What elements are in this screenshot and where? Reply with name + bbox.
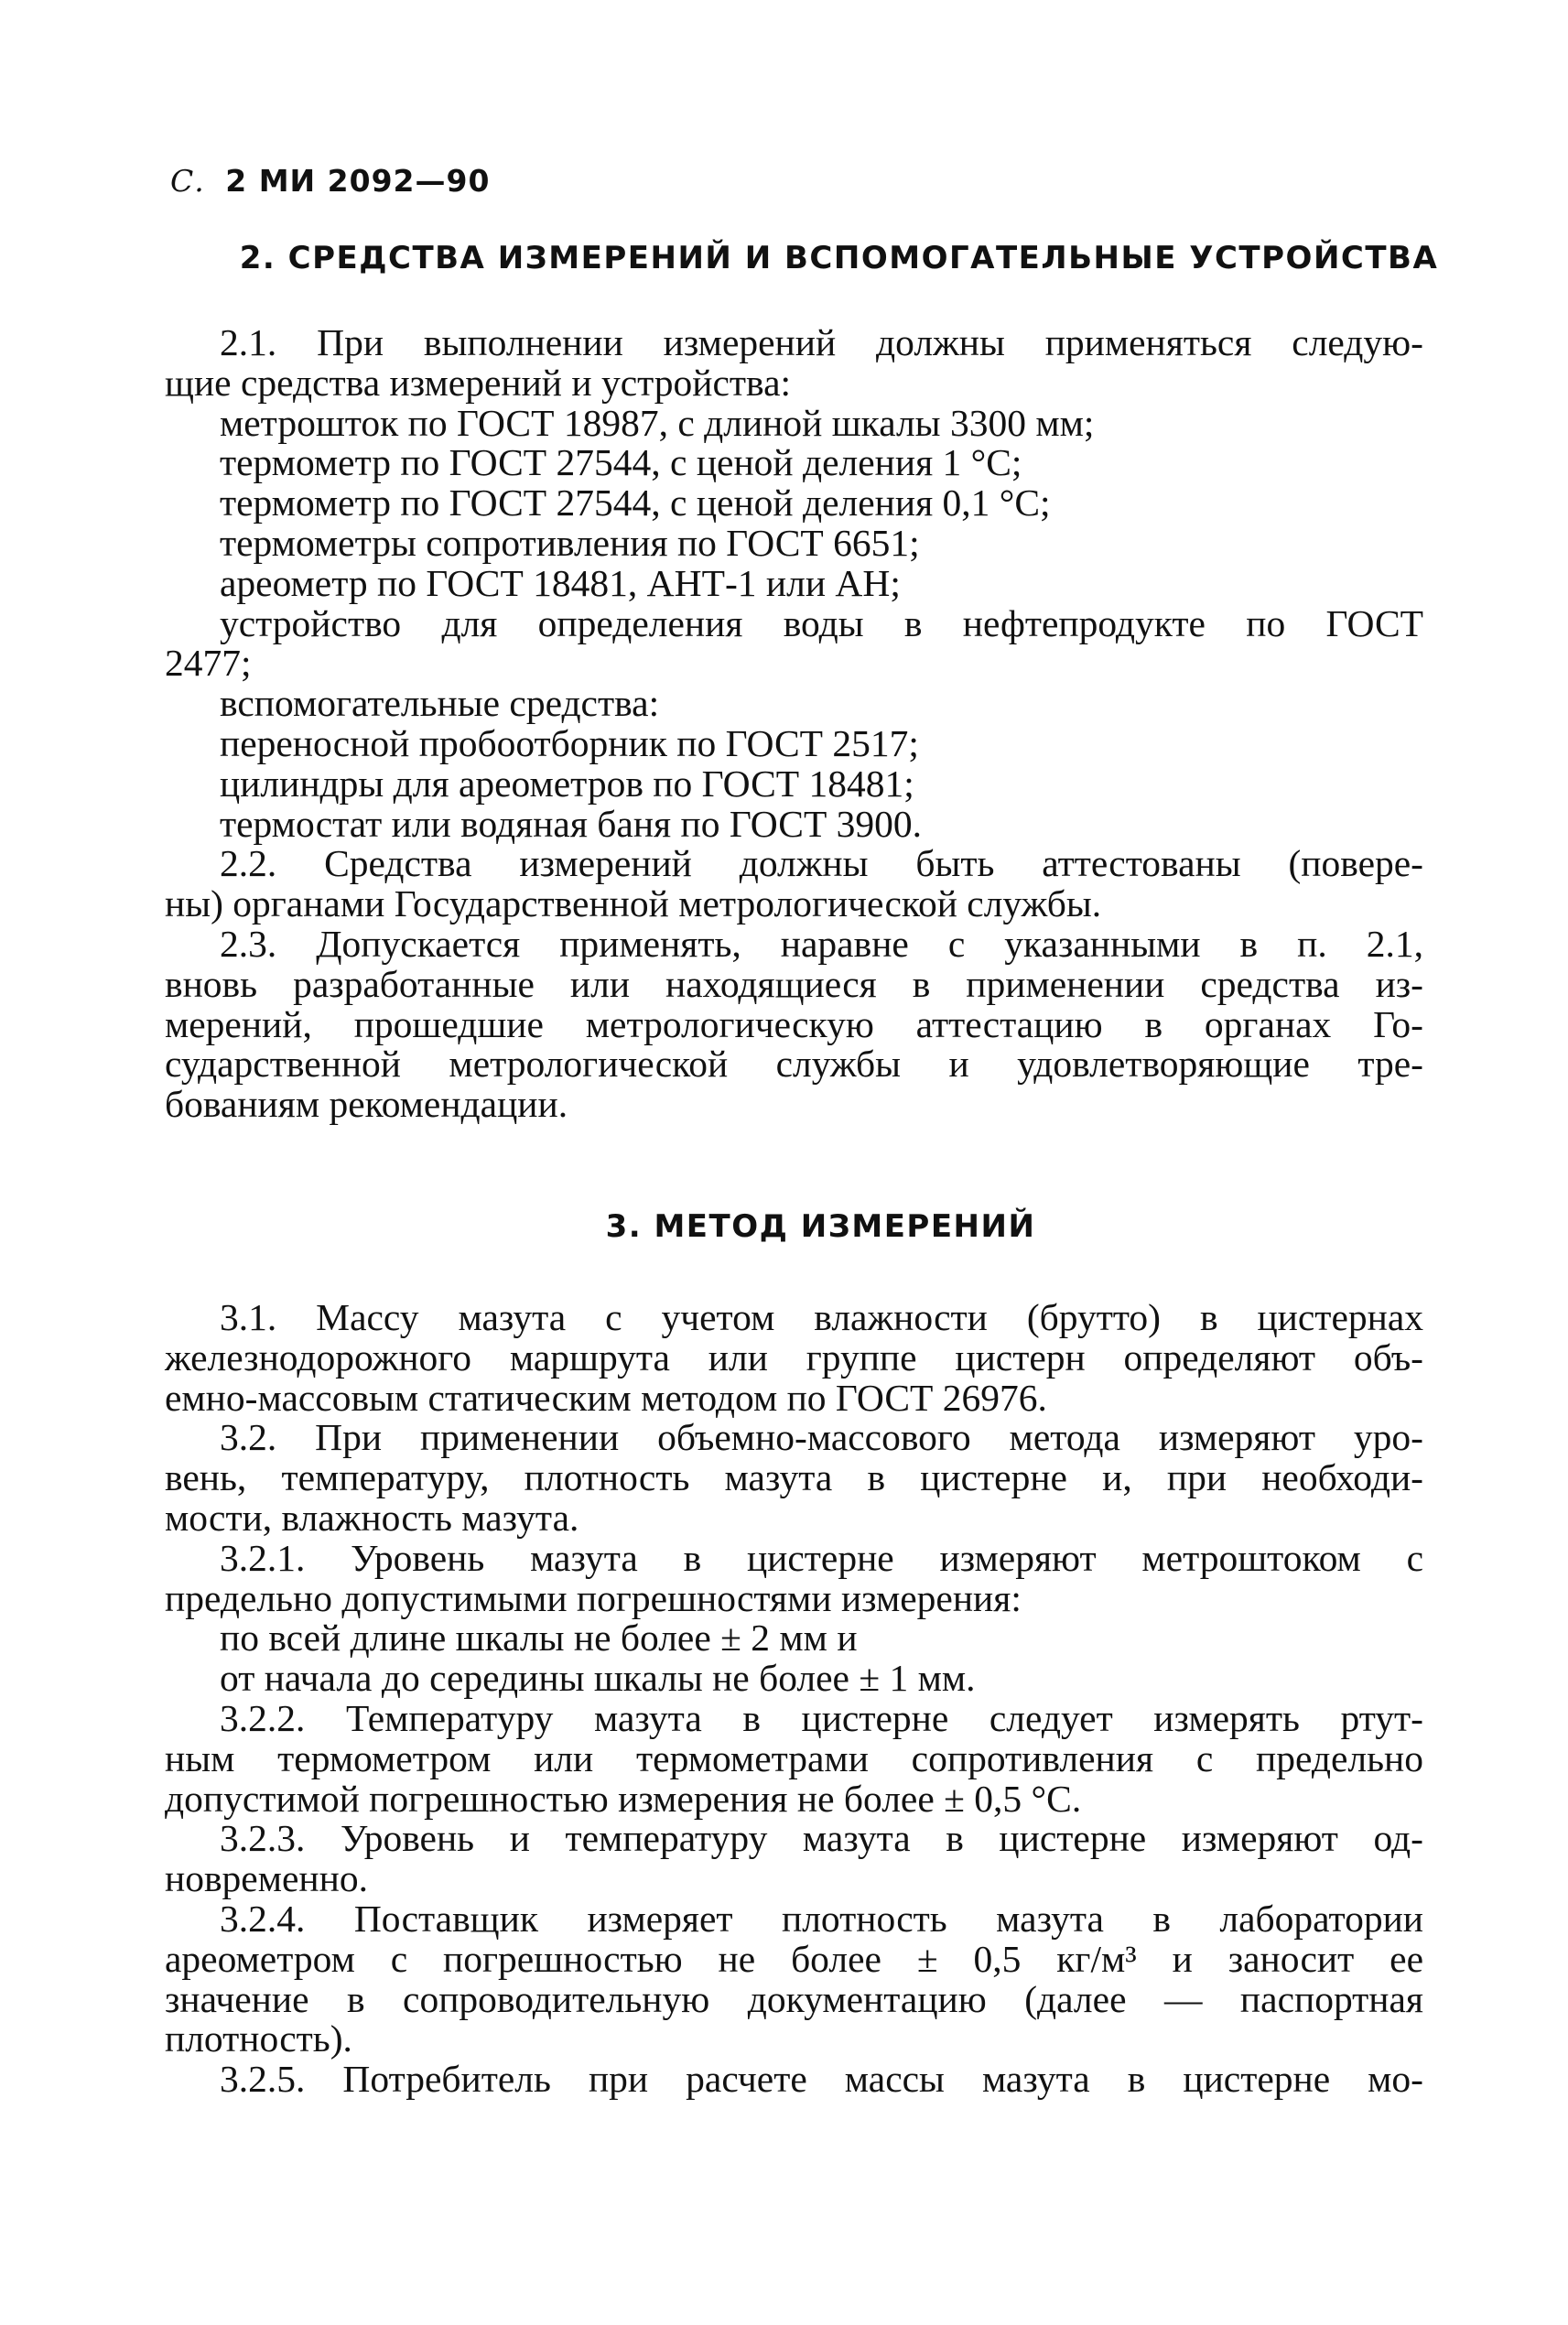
- paragraph-line: мости, влажность мазута.: [165, 1496, 579, 1539]
- page-header: [170, 163, 490, 199]
- paragraph-line: 3.2.1. Уровень мазута в цистерне измеряют метроштоком с: [220, 1536, 1423, 1579]
- paragraph-line: новременно.: [165, 1857, 368, 1900]
- paragraph-line: железнодорожного маршрута или группе цистерн определяют объ-: [165, 1336, 1423, 1379]
- list-item: переносной пробоотборник по ГОСТ 2517;: [220, 721, 919, 764]
- list-item: от начала до середины шкалы не более ± 1 мм.: [220, 1657, 976, 1700]
- paragraph-line: 3.1. Массу мазута с учетом влажности (брутто) в цистернах: [220, 1296, 1423, 1338]
- paragraph-line: сударственной метрологической службы и удовлетворяющие тре-: [165, 1043, 1423, 1086]
- list-item: термометры сопротивления по ГОСТ 6651;: [220, 521, 920, 564]
- section-2-title: 2. СРЕДСТВА ИЗМЕРЕНИЙ И ВСПОМОГАТЕЛЬНЫЕ УСТРОЙСТВА: [239, 240, 1439, 276]
- paragraph-line: емно-массовым статическим методом по ГОСТ 26976.: [165, 1376, 1047, 1419]
- list-item: ареометр по ГОСТ 18481, АНТ-1 или АН;: [220, 561, 901, 604]
- paragraph-line: 3.2.5. Потребитель при расчете массы мазута в цистерне мо-: [220, 2058, 1423, 2101]
- paragraph-line: мерений, прошедшие метрологическую аттестацию в органах Го-: [165, 1002, 1423, 1045]
- list-item-continuation: 2477;: [165, 642, 252, 685]
- paragraph-line: предельно допустимыми погрешностями измерения:: [165, 1576, 1022, 1619]
- list-subheading: вспомогательные средства:: [220, 682, 660, 725]
- section-3-title: 3. МЕТОД ИЗМЕРЕНИЙ: [605, 1208, 1036, 1245]
- paragraph-line: 2.1. При выполнении измерений должны применяться следую-: [220, 321, 1423, 363]
- list-item: устройство для определения воды в нефтепродукте по ГОСТ: [220, 601, 1423, 644]
- paragraph-line: вень, температуру, плотность мазута в цистерне и, при необходи-: [165, 1456, 1423, 1499]
- paragraph-line: плотность).: [165, 2017, 352, 2060]
- paragraph-line: допустимой погрешностью измерения не более ± 0,5 °С.: [165, 1777, 1082, 1820]
- paragraph-line: 2.2. Средства измерений должны быть аттестованы (повере-: [220, 842, 1423, 885]
- paragraph-line: 3.2.2. Температуру мазута в цистерне следует измерять ртут-: [220, 1696, 1423, 1739]
- paragraph-line: 3.2.4. Поставщик измеряет плотность мазута в лаборатории: [220, 1897, 1423, 1940]
- paragraph-line: щие средства измерений и устройства:: [165, 361, 792, 404]
- paragraph-line: 3.2.3. Уровень и температуру мазута в цистерне измеряют од-: [220, 1817, 1423, 1860]
- section-3-body: [165, 1298, 1423, 2100]
- section-2-body: [165, 323, 1423, 1125]
- paragraph-line: бованиям рекомендации.: [165, 1083, 568, 1126]
- paragraph-line: значение в сопроводительную документацию (далее — паспортная: [165, 1977, 1423, 2020]
- list-item: цилиндры для ареометров по ГОСТ 18481;: [220, 762, 914, 805]
- paragraph-line: вновь разработанные или находящиеся в применении средства из-: [165, 962, 1423, 1005]
- document-code: МИ 2092—90: [258, 163, 491, 199]
- paragraph-line: ны) органами Государственной метрологической службы.: [165, 882, 1102, 925]
- list-item: метрошток по ГОСТ 18987, с длиной шкалы 3300 мм;: [220, 401, 1095, 444]
- page-number: 2: [225, 163, 248, 199]
- paragraph-line: 3.2. При применении объемно-массового метода измеряют уро-: [220, 1416, 1423, 1459]
- page-mark: С.: [170, 163, 205, 199]
- paragraph-line: 2.3. Допускается применять, наравне с указанными в п. 2.1,: [220, 922, 1423, 965]
- list-item: термостат или водяная баня по ГОСТ 3900.: [220, 802, 923, 845]
- list-item: термометр по ГОСТ 27544, с ценой деления 0,1 °С;: [220, 481, 1051, 524]
- list-item: термометр по ГОСТ 27544, с ценой деления 1 °С;: [220, 441, 1022, 484]
- paragraph-line: ным термометром или термометрами сопротивления с предельно: [165, 1736, 1423, 1779]
- list-item: по всей длине шкалы не более ± 2 мм и: [220, 1617, 858, 1660]
- paragraph-line: ареометром с погрешностью не более ± 0,5 кг/м³ и заносит ее: [165, 1937, 1423, 1980]
